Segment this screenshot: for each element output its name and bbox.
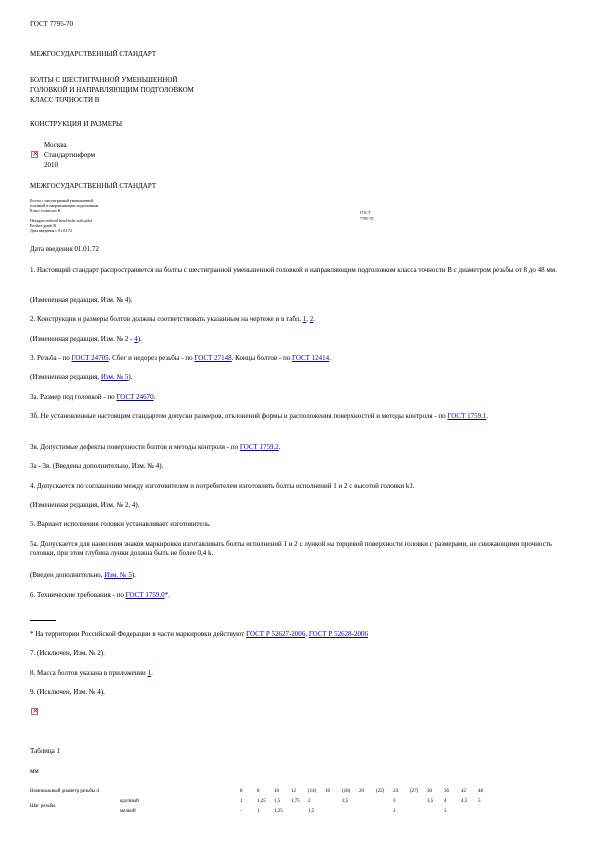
dimensions-table bbox=[30, 786, 492, 816]
paragraph-2-note: (Измененная редакция, Изм. № 2 - 4). bbox=[30, 335, 142, 343]
doc-subtitle: КОНСТРУКЦИЯ И РАЗМЕРЫ bbox=[30, 120, 123, 128]
paragraph-3b: 3б. Не установленные настоящим стандартом допуски размеров, отклонений формы и расположения поверхностей и методы контроля - по ГОСТ 1759.1. bbox=[30, 412, 489, 420]
diameter-cell: 8 bbox=[240, 788, 243, 794]
paragraph-3v: 3в. Допустимые дефекты поверхности болтов и методы контроля - по ГОСТ 1759.2. bbox=[30, 443, 281, 451]
diameter-cell: 24 bbox=[393, 788, 398, 794]
pitch-value-cell bbox=[325, 796, 342, 806]
paragraph-3: 3. Резьба - по ГОСТ 24705. Сбег и недорез резьбы - по ГОСТ 27148. Концы болтов - по ГОСТ 12414. bbox=[30, 354, 331, 362]
table-header-row bbox=[30, 786, 492, 796]
pitch-value-cell: 2 bbox=[393, 808, 396, 814]
pitch-value-cell bbox=[410, 806, 427, 816]
doc-code: ГОСТ 7795-70 bbox=[30, 20, 74, 28]
pitch-value-cell: 1 bbox=[240, 798, 243, 804]
header-label-cell: Номинальный диаметр резьбы d bbox=[30, 788, 100, 794]
diameter-cell: (27) bbox=[410, 788, 419, 794]
paragraph-7: 7. (Исключен, Изм. № 2). bbox=[30, 649, 105, 657]
pitch-value-cell: 2,5 bbox=[342, 798, 349, 804]
gost-1759-2-link[interactable]: ГОСТ 1759.2 bbox=[239, 443, 279, 451]
fine-gost-number: 7795-70 bbox=[360, 216, 374, 221]
paragraph-9: 9. (Исключен, Изм. № 4). bbox=[30, 688, 105, 696]
pitch-value-cell bbox=[427, 806, 444, 816]
pitch-value-cell bbox=[376, 796, 393, 806]
paragraph-3a-3v-note: 3а - 3в. (Введены дополнительно, Изм. № 4). bbox=[30, 462, 164, 470]
footnote: * На территории Российской Федерации в части маркировки действуют ГОСТ Р 52627-2006, ГОСТ Р 52628-2006 bbox=[30, 630, 368, 638]
pitch-value-cell: 3,5 bbox=[427, 798, 434, 804]
diameter-cell: 42 bbox=[461, 788, 466, 794]
paragraph-8: 8. Масса болтов указана в приложении 1. bbox=[30, 669, 153, 677]
amendment-4-link[interactable]: 4 bbox=[134, 335, 138, 343]
standard-type-repeat: МЕЖГОСУДАРСТВЕННЫЙ СТАНДАРТ bbox=[30, 182, 157, 190]
amendment-5-link-2[interactable]: Изм. № 5 bbox=[104, 571, 132, 579]
diameter-cell: 36 bbox=[444, 788, 449, 794]
paragraph-1: 1. Настоящий стандарт распространяется на болты с шестигранной уменьшенной головкой и направляющим подголовком класса точности В с диаметром резьбы от 8 до 48 мм. bbox=[30, 266, 557, 274]
appendix-1-link[interactable]: 1 bbox=[147, 669, 152, 677]
pitch-value-cell bbox=[376, 806, 393, 816]
pitch-value-cell: 1,25 bbox=[257, 798, 266, 804]
footnote-divider bbox=[30, 620, 56, 621]
table-row-coarse bbox=[30, 796, 492, 806]
pitch-value-cell bbox=[359, 796, 376, 806]
paragraph-5a-note: (Введен дополнительно, Изм. № 5). bbox=[30, 571, 136, 579]
paragraph-1-note: (Измененная редакция, Изм. № 4). bbox=[30, 296, 133, 304]
paragraph-5a: 5а. Допускается для нанесения знаков маркировки изготавливать болты исполнений 1 и 2 с лункой на торцевой поверхности головки с размерами, не снижающими прочность головки, при этом глубина лунки должна быть не более 0,4 k. bbox=[30, 540, 553, 557]
intro-date: Дата введения 01.01.72 bbox=[30, 245, 99, 253]
diameter-cell: 16 bbox=[325, 788, 330, 794]
fine-okp: Дата введения с 01.01.72 bbox=[30, 228, 73, 233]
pitch-label-cell: Шаг резьбы bbox=[30, 803, 56, 809]
gost-r-52627-link[interactable]: ГОСТ Р 52627-2006 bbox=[246, 630, 306, 638]
pitch-value-cell: 3 bbox=[393, 798, 396, 804]
row-label-cell: мелкий bbox=[120, 808, 136, 814]
fine-title-line-3: Класс точности В bbox=[30, 208, 61, 213]
pitch-value-cell: 4 bbox=[444, 798, 447, 804]
fine-title-line-4: Hexagon reduced head bolts with pilot bbox=[30, 218, 92, 223]
doc-title-line-3: КЛАСС ТОЧНОСТИ В bbox=[30, 96, 100, 104]
pitch-value-cell: 3 bbox=[444, 808, 447, 814]
pitch-value-cell: 1,25 bbox=[274, 808, 283, 814]
row-label-cell: крупный bbox=[120, 798, 139, 804]
pitch-value-cell bbox=[359, 806, 376, 816]
pitch-value-cell: 1,5 bbox=[308, 808, 315, 814]
gost-r-52628-link[interactable]: ГОСТ Р 52628-2006 bbox=[308, 630, 368, 638]
paragraph-4-note: (Измененная редакция, Изм. № 2, 4). bbox=[30, 501, 140, 509]
paragraph-5: 5. Вариант исполнения головки устанавливает изготовитель. bbox=[30, 520, 211, 528]
publisher-city: Москва bbox=[44, 141, 67, 149]
diameter-cell: 8 bbox=[257, 788, 260, 794]
standard-type: МЕЖГОСУДАРСТВЕННЫЙ СТАНДАРТ bbox=[30, 50, 157, 58]
diameter-cell: (14) bbox=[308, 788, 317, 794]
doc-title-line-2: ГОЛОВКОЙ И НАПРАВЛЯЮЩИМ ПОДГОЛОВКОМ bbox=[30, 86, 194, 94]
pitch-value-cell bbox=[325, 806, 342, 816]
diameter-cell: 10 bbox=[274, 788, 279, 794]
pitch-value-cell bbox=[410, 796, 427, 806]
gost-27148-link[interactable]: ГОСТ 27148 bbox=[194, 354, 232, 362]
fine-title-line-1: Болты с шестигранной уменьшенной bbox=[30, 198, 94, 203]
broken-image-icon bbox=[31, 151, 38, 158]
paragraph-4: 4. Допускается по соглашению между изготовителем и потребителем изготовлять болты исполнений 1 и 2 с высотой головки k1. bbox=[30, 482, 415, 490]
paragraph-6: 6. Технические требования - по ГОСТ 1759.0*. bbox=[30, 591, 170, 599]
pitch-value-cell: 5 bbox=[478, 798, 481, 804]
pitch-value-cell: 1,5 bbox=[274, 798, 281, 804]
doc-title-line-1: БОЛТЫ С ШЕСТИГРАННОЙ УМЕНЬШЕННОЙ bbox=[30, 76, 178, 84]
pitch-value-cell: - bbox=[240, 808, 242, 814]
pitch-value-cell: 2 bbox=[308, 798, 311, 804]
paragraph-2: 2. Конструкция и размеры болтов должны соответствовать указанным на чертеже и в табл. 1, 2. bbox=[30, 315, 315, 323]
gost-1759-1-link[interactable]: ГОСТ 1759.1 bbox=[447, 412, 487, 420]
gost-24705-link[interactable]: ГОСТ 24705 bbox=[71, 354, 109, 362]
diameter-cell: 12 bbox=[291, 788, 296, 794]
diameter-cell: 30 bbox=[427, 788, 432, 794]
publisher-year: 2010 bbox=[44, 161, 58, 169]
pitch-value-cell: 4,5 bbox=[461, 798, 468, 804]
diameter-cell: 20 bbox=[359, 788, 364, 794]
publisher-name: Стандартинформ bbox=[44, 151, 96, 159]
pitch-value-cell bbox=[342, 806, 359, 816]
fine-gost-label: ГОСТ bbox=[360, 210, 371, 215]
table-caption: Таблица 1 bbox=[30, 747, 60, 755]
pitch-value-cell: 1 bbox=[257, 808, 260, 814]
gost-24670-link[interactable]: ГОСТ 24670 bbox=[116, 393, 154, 401]
table-1-link[interactable]: 1 bbox=[302, 315, 307, 323]
diameter-cell: (18) bbox=[342, 788, 351, 794]
fine-title-line-5: Product grade B bbox=[30, 223, 56, 228]
table-2-link[interactable]: 2 bbox=[309, 315, 314, 323]
diameter-cell: (22) bbox=[376, 788, 385, 794]
pitch-value-cell bbox=[291, 806, 308, 816]
pitch-value-cell bbox=[478, 806, 492, 816]
broken-drawing-image-icon bbox=[31, 708, 38, 715]
gost-1759-0-link[interactable]: ГОСТ 1759.0 bbox=[125, 591, 165, 599]
paragraph-3a: 3а. Размер под головкой - по ГОСТ 24670. bbox=[30, 393, 156, 401]
pitch-value-cell bbox=[461, 806, 478, 816]
table-unit: мм bbox=[30, 767, 39, 775]
fine-title-line-2: головкой и направляющим подголовком bbox=[30, 203, 99, 208]
paragraph-3-note: (Измененная редакция, Изм. № 5). bbox=[30, 373, 133, 381]
diameter-cell: 48 bbox=[478, 788, 483, 794]
amendment-5-link[interactable]: Изм. № 5 bbox=[100, 373, 129, 381]
pitch-value-cell: 1,75 bbox=[291, 798, 300, 804]
gost-12414-link[interactable]: ГОСТ 12414 bbox=[291, 354, 330, 362]
